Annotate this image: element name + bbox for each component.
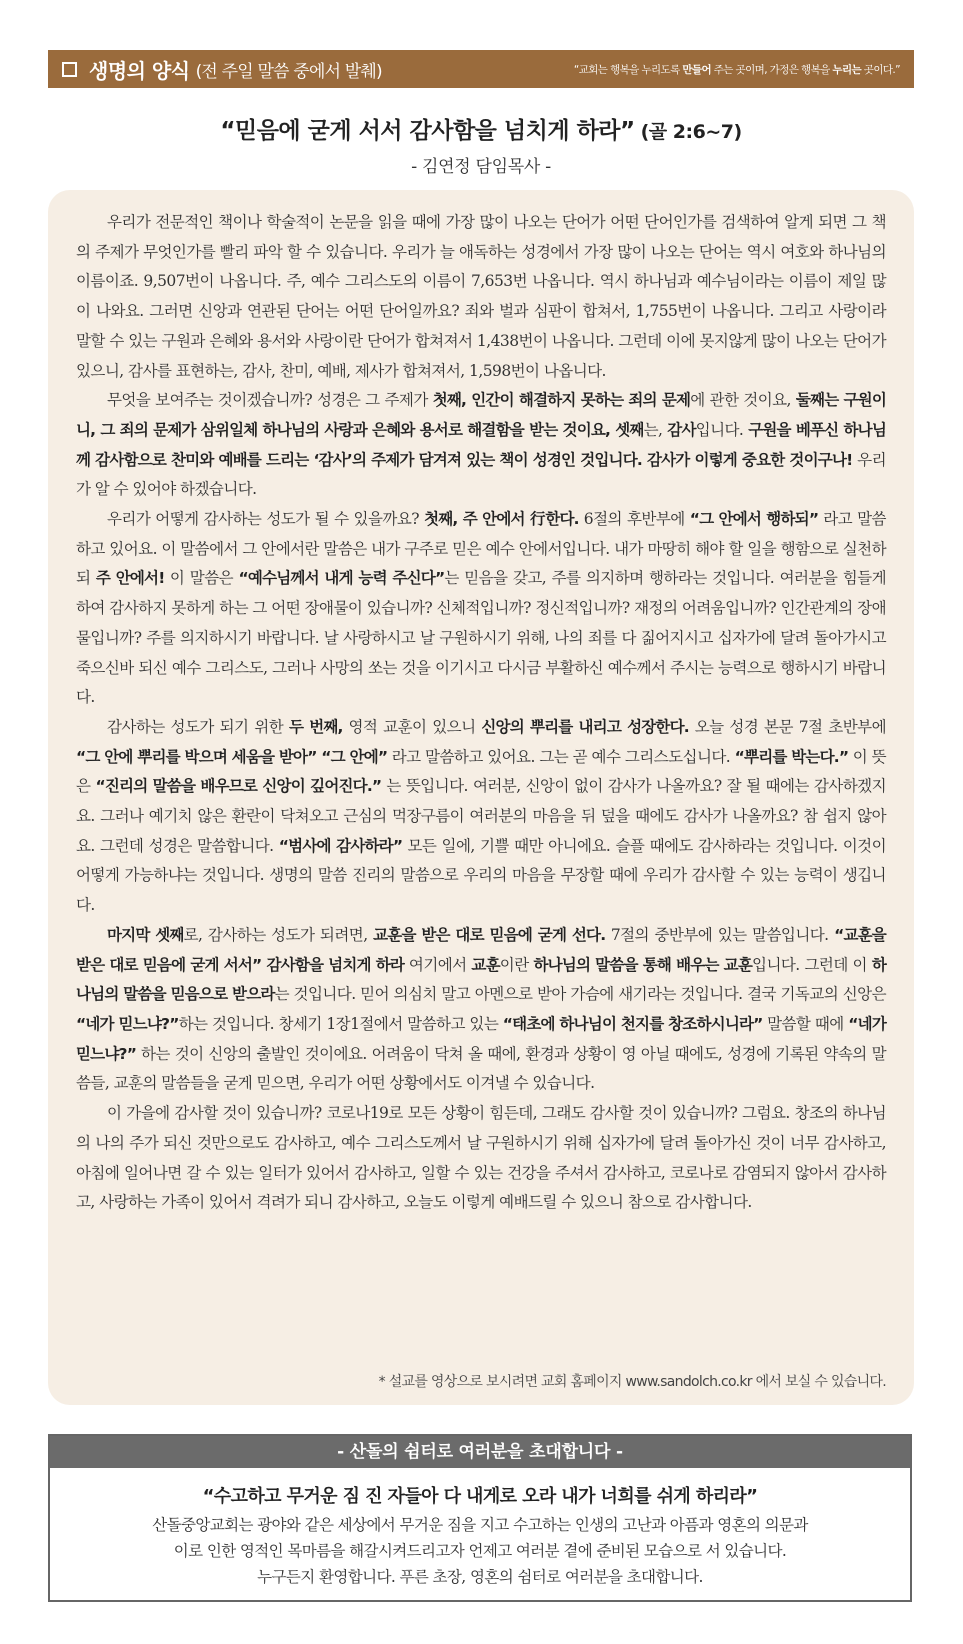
invitation-line-3: 누구든지 환영합니다. 푸른 초장, 영혼의 쉼터로 여러분을 초대합니다. — [257, 1568, 703, 1586]
sermon-paragraph-1: 우리가 전문적인 책이나 학술적이 논문을 읽을 때에 가장 많이 나오는 단어가 어떤 단어인가를 검색하여 알게 되면 그 책의 주제가 무엇인가를 빨리 파악 할 수 있습니다. 우리가 늘 애독하는 성경에서 가장 많이 나오는 단어는 역시 여호와 하나님의 이름이죠. 9,507번이 나옵니다. 주, 예수 그리스도의 이름이 7,653번 나옵니다. 역시 하나님과 예수님이라는 이름이 제일 많이 나와요. 그러면 신앙과 연관된 단어는 어떤 단어일까요? 죄와 벌과 심판이 합쳐서, 1,755번이 나옵니다. 그리고 사랑이라 말할 수 있는 구원과 은혜와 용서와 사랑이란 단어가 합쳐져서 1,438번이 나옵니다. 그런데 이에 못지않게 많이 나오는 단어가 있으니, 감사를 표현하는, 감사, 찬미, 예배, 제사가 합쳐져서, 1,598번이 나옵니다. — [76, 213, 886, 380]
section-header-bar — [48, 50, 914, 88]
sermon-title-text: “믿음에 굳게 서서 감사함을 넘치게 하라” — [220, 118, 635, 144]
sermon-paragraph-4: 감사하는 성도가 되기 위한 두 번째, 영적 교훈이 있으니 신앙의 뿌리를 내리고 성장한다. 오늘 성경 본문 7절 초반부에 “그 안에 뿌리를 박으며 세움을 받아” “그 안에” 라고 말씀하고 있어요. 그는 곧 예수 그리스도십니다. “뿌리를 박는다.” 이 뜻은 “진리의 말씀을 배우므로 신앙이 깊어진다.” 는 뜻입니다. 여러분, 신앙이 없이 감사가 나올까요? 잘 될 때에는 감사하겠지요. 그러나 예기치 않은 환란이 닥쳐오고 근심의 먹장구름이 여러분의 마음을 뒤 덮을 때에도 감사가 나올까요? 참 쉽지 않아요. 그런데 성경은 말씀합니다. “범사에 감사하라” 모든 일에, 기쁠 때만 아니에요. 슬플 때에도 감사하라는 것입니다. 이것이 어떻게 가능하냐는 것입니다. 생명의 말씀 진리의 말씀으로 우리의 마음을 무장할 때에 우리가 감사할 수 있는 능력이 생깁니다. — [76, 717, 887, 915]
sermon-paragraph-6: 이 가을에 감사할 것이 있습니까? 코로나19로 모든 상황이 힘든데, 그래도 감사할 것이 있습니까? 그럼요. 창조의 하나님의 나의 주가 되신 것만으로도 감사하고, 예수 그리스도께서 날 구원하시기 위해 십자가에 달려 돌아가신 것이 너무 감사하고, 아침에 일어나면 갈 수 있는 일터가 있어서 감사하고, 일할 수 있는 건강을 주셔서 감사하고, 코로나로 감염되지 않아서 감사하고, 사랑하는 가족이 있어서 격려가 되니 감사하고, 오늘도 이렇게 예배드릴 수 있으니 참으로 감사합니다. — [76, 1104, 886, 1212]
section-title: 생명의 양식 — [89, 58, 190, 83]
invitation-line-1: 산돌중앙교회는 광야와 같은 세상에서 무거운 짐을 지고 수고하는 인생의 고난과 아픔과 영혼의 의문과 — [152, 1516, 808, 1534]
sermon-body — [76, 208, 886, 1218]
header-quote: “교회는 행복을 누리도록 만들어 주는 곳이며, 가정은 행복을 누리는 곳이다.” — [573, 63, 900, 76]
invitation-header: - 산돌의 쉼터로 여러분을 초대합니다 - — [50, 1436, 910, 1468]
square-bullet-icon — [62, 62, 77, 77]
scripture-reference: (골 2:6~7) — [640, 121, 742, 143]
preacher-name: - 김연정 담임목사 - — [411, 157, 551, 177]
invitation-text — [50, 1512, 910, 1590]
sermon-card — [48, 190, 914, 1405]
section-subtitle: (전 주일 말씀 중에서 발췌) — [195, 61, 382, 82]
sermon-paragraph-3: 우리가 어떻게 감사하는 성도가 될 수 있을까요? 첫째, 주 안에서 行한다. 6절의 후반부에 “그 안에서 행하되” 라고 말씀하고 있어요. 이 말씀에서 그 안에서란 말씀은 내가 구주로 믿은 예수 안에서입니다. 내가 마땅히 해야 할 일을 행함으로 실천하되 주 안에서! 이 말씀은 “예수님께서 내게 능력 주신다”는 믿음을 갖고, 주를 의지하며 행하라는 것입니다. 여러분을 힘들게 하여 감사하지 못하게 하는 그 어떤 장애물이 있습니까? 신체적입니까? 정신적입니까? 재정의 어려움입니까? 인간관계의 장애물입니까? 주를 의지하시기 바랍니다. 날 사랑하시고 날 구원하시기 위해, 나의 죄를 다 짊어지시고 십자가에 달려 돌아가시고 죽으신바 되신 예수 그리스도, 그러나 사망의 쏘는 것을 이기시고 다시금 부활하신 예수께서 주시는 능력으로 행하시기 바랍니다. — [76, 510, 887, 707]
invitation-line-2: 이로 인한 영적인 목마름을 해갈시켜드리고자 언제고 여러분 곁에 준비된 모습으로 서 있습니다. — [173, 1542, 787, 1560]
invitation-box — [48, 1434, 912, 1602]
sermon-paragraph-5: 마지막 셋째로, 감사하는 성도가 되려면, 교훈을 받은 대로 믿음에 굳게 선다. 7절의 중반부에 있는 말씀입니다. “교훈을 받은 대로 믿음에 굳게 서서” 감사함을 넘치게 하라 여기에서 교훈이란 하나님의 말씀을 통해 배우는 교훈입니다. 그런데 이 하나님의 말씀을 믿음으로 받으라는 것입니다. 믿어 의심치 말고 아멘으로 받아 가슴에 새기라는 것입니다. 결국 기독교의 신앙은 “네가 믿느냐?”하는 것입니다. 창세기 1장1절에서 말씀하고 있는 “태초에 하나님이 천지를 창조하시니라” 말씀할 때에 “네가 믿느냐?” 하는 것이 신앙의 출발인 것이에요. 어려움이 닥쳐 올 때에, 환경과 상황이 영 아닐 때에도, 성경에 기록된 약속의 말씀들, 교훈의 말씀들을 굳게 믿으면, 우리가 어떤 상황에서도 이겨낼 수 있습니다. — [76, 925, 886, 1093]
sermon-paragraph-2: 무엇을 보여주는 것이겠습니까? 성경은 그 주제가 첫째, 인간이 해결하지 못하는 죄의 문제에 관한 것이요, 둘째는 구원이니, 그 죄의 문제가 삼위일체 하나님의 사랑과 은혜와 용서로 해결함을 받는 것이요, 셋째는, 감사입니다. 구원을 베푸신 하나님께 감사함으로 찬미와 예배를 드리는 ‘감사’의 주제가 담겨져 있는 책이 성경인 것입니다. 감사가 이렇게 중요한 것이구나! 우리가 알 수 있어야 하겠습니다. — [76, 391, 887, 499]
video-note: * 설교를 영상으로 보시려면 교회 홈페이지 www.sandolch.co.kr 에서 보실 수 있습니다. — [378, 1374, 886, 1390]
invitation-quote: “수고하고 무거운 짐 진 자들아 다 내게로 오라 내가 너희를 쉬게 하리라” — [202, 1486, 758, 1507]
sermon-title — [48, 112, 914, 145]
